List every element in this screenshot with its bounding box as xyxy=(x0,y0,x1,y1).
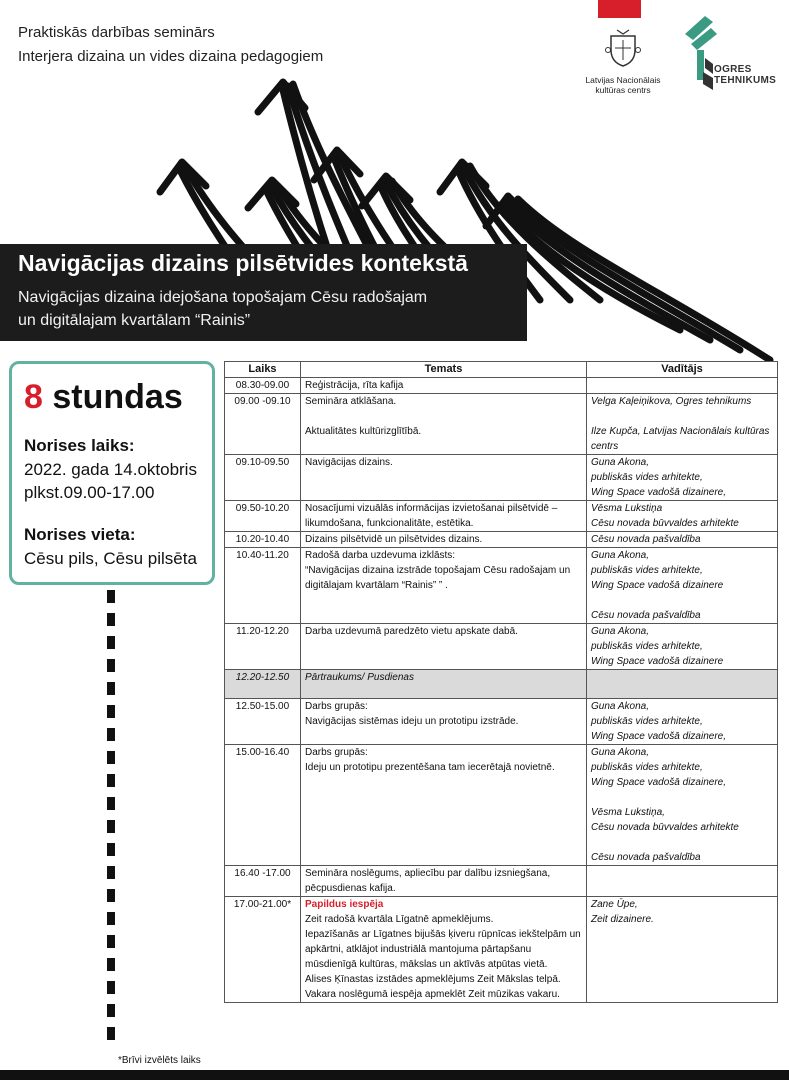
row-topic: Darbs grupās: Ideju un prototipu prezentēšana tam iecerētajā novietnē. xyxy=(301,745,587,866)
dashed-timeline xyxy=(107,590,115,1060)
table-row-break xyxy=(225,670,778,699)
row-lead: Guna Akona, publiskās vides arhitekte, Wing Space vadošā dizainere xyxy=(587,624,778,670)
row-time: 09.00 -09.10 xyxy=(225,394,301,455)
row-lead: Guna Akona, publiskās vides arhitekte, Wing Space vadošā dizainere, xyxy=(587,455,778,501)
ogres-line1: OGRES xyxy=(714,64,752,75)
lnkc-name-line2: kultūras centrs xyxy=(595,85,651,95)
row-time: 10.20-10.40 xyxy=(225,532,301,548)
row-lead: Cēsu novada pašvaldība xyxy=(587,532,778,548)
duration-number: 8 xyxy=(24,378,43,416)
row-time: 09.10-09.50 xyxy=(225,455,301,501)
row-time: 17.00-21.00* xyxy=(225,897,301,1003)
row-lead: Zane Ūpe, Zeit dizainere. xyxy=(587,897,778,1003)
row-lead: Guna Akona, publiskās vides arhitekte, Wing Space vadošā dizainere Cēsu novada pašvaldība xyxy=(587,548,778,624)
place-heading: Norises vieta: xyxy=(24,525,136,544)
row-topic: Radošā darba uzdevuma izklāsts: “Navigācijas dizaina izstrāde topošajam Cēsu radošajam un digitālajam kvartālam “Rainis” ” . xyxy=(301,548,587,624)
row-time: 12.20-12.50 xyxy=(225,670,301,699)
table-header-row xyxy=(225,362,778,378)
row-time: 11.20-12.20 xyxy=(225,624,301,670)
row-topic: Darbs grupās: Navigācijas sistēmas ideju un prototipu izstrāde. xyxy=(301,699,587,745)
row-lead: Vēsma Lukstiņa Cēsu novada būvvaldes arhitekte xyxy=(587,501,778,532)
time-heading: Norises laiks: xyxy=(24,436,135,455)
row-lead: Velga Kaļeiņikova, Ogres tehnikums Ilze Kupča, Latvijas Nacionālais kultūras centrs xyxy=(587,394,778,455)
table-row xyxy=(225,745,778,866)
row-topic: Reģistrācija, rīta kafija xyxy=(301,378,587,394)
table-row xyxy=(225,624,778,670)
row-lead xyxy=(587,670,778,699)
row-time: 09.50-10.20 xyxy=(225,501,301,532)
event-date: 2022. gada 14.oktobris xyxy=(24,460,197,479)
bottom-bar xyxy=(0,1070,789,1080)
ogres-line2: TEHNIKUMS xyxy=(714,75,777,86)
table-row xyxy=(225,501,778,532)
row-lead: Guna Akona, publiskās vides arhitekte, Wing Space vadošā dizainere, Vēsma Lukstiņa, Cēsu novada būvvaldes arhitekte Cēsu novada pašvaldība xyxy=(587,745,778,866)
event-hours: plkst.09.00-17.00 xyxy=(24,483,155,502)
row-time: 08.30-09.00 xyxy=(225,378,301,394)
page-title: Navigācijas dizains pilsētvides kontekstā xyxy=(18,250,468,276)
table-row xyxy=(225,866,778,897)
row-lead: Guna Akona, publiskās vides arhitekte, Wing Space vadošā dizainere, xyxy=(587,699,778,745)
subtitle-line1: Navigācijas dizaina idejošana topošajam Cēsu radošajam xyxy=(18,289,428,306)
row-topic: Dizains pilsētvidē un pilsētvides dizains. xyxy=(301,532,587,548)
row-lead xyxy=(587,378,778,394)
column-header-time: Laiks xyxy=(225,362,301,378)
lnkc-name-line1: Latvijas Nacionālais xyxy=(585,75,661,85)
event-info-box xyxy=(9,361,215,585)
table-row xyxy=(225,455,778,501)
schedule-table xyxy=(224,361,778,1003)
column-header-lead: Vadītājs xyxy=(587,362,778,378)
table-row xyxy=(225,548,778,624)
row-topic: Semināra noslēgums, apliecību par dalību izsniegšana, pēcpusdienas kafija. xyxy=(301,866,587,897)
row-lead xyxy=(587,866,778,897)
optional-activity-label: Papildus iespēja xyxy=(305,899,384,910)
table-row xyxy=(225,378,778,394)
seminar-type: Praktiskās darbības seminārs xyxy=(18,24,215,41)
column-header-topic: Temats xyxy=(301,362,587,378)
duration xyxy=(24,378,183,417)
event-place: Cēsu pils, Cēsu pilsēta xyxy=(24,549,197,568)
row-time: 12.50-15.00 xyxy=(225,699,301,745)
footnote: *Brīvi izvēlēts laiks xyxy=(118,1055,201,1066)
row-topic: Semināra atklāšana. Aktualitātes kultūrizglītībā. xyxy=(301,394,587,455)
table-row xyxy=(225,532,778,548)
row-topic: Pārtraukums/ Pusdienas xyxy=(301,670,587,699)
title-band xyxy=(0,244,527,341)
row-time: 16.40 -17.00 xyxy=(225,866,301,897)
row-topic: Darba uzdevumā paredzēto vietu apskate dabā. xyxy=(301,624,587,670)
table-row xyxy=(225,394,778,455)
target-audience: Interjera dizaina un vides dizaina pedagogiem xyxy=(18,48,324,65)
row-topic: Papildus iespēja Zeit radošā kvartāla Līgatnē apmeklējums. Iepazīšanās ar Līgatnes bijušās ķiveru rūpnīcas iekštelpām un apkārtni, atklājot industriālā mantojuma pārtapšanu mūsdienīgā kultūras, mākslas un aktīvās atpūtas vietā. Alises Ķīnastas izstādes apmeklējums Zeit Mākslas telpā. Vakara noslēgumā iespēja apmeklēt Zeit mūzikas vakaru. xyxy=(301,897,587,1003)
subtitle-line2: un digitālajam kvartālam “Rainis” xyxy=(18,312,251,329)
row-topic: Navigācijas dizains. xyxy=(301,455,587,501)
row-topic: Nosacījumi vizuālās informācijas izvietošanai pilsētvidē – likumdošana, funkcionalitāte, estētika. xyxy=(301,501,587,532)
table-row xyxy=(225,897,778,1003)
table-row xyxy=(225,699,778,745)
row-time: 10.40-11.20 xyxy=(225,548,301,624)
row-time: 15.00-16.40 xyxy=(225,745,301,866)
duration-unit: stundas xyxy=(52,378,183,416)
